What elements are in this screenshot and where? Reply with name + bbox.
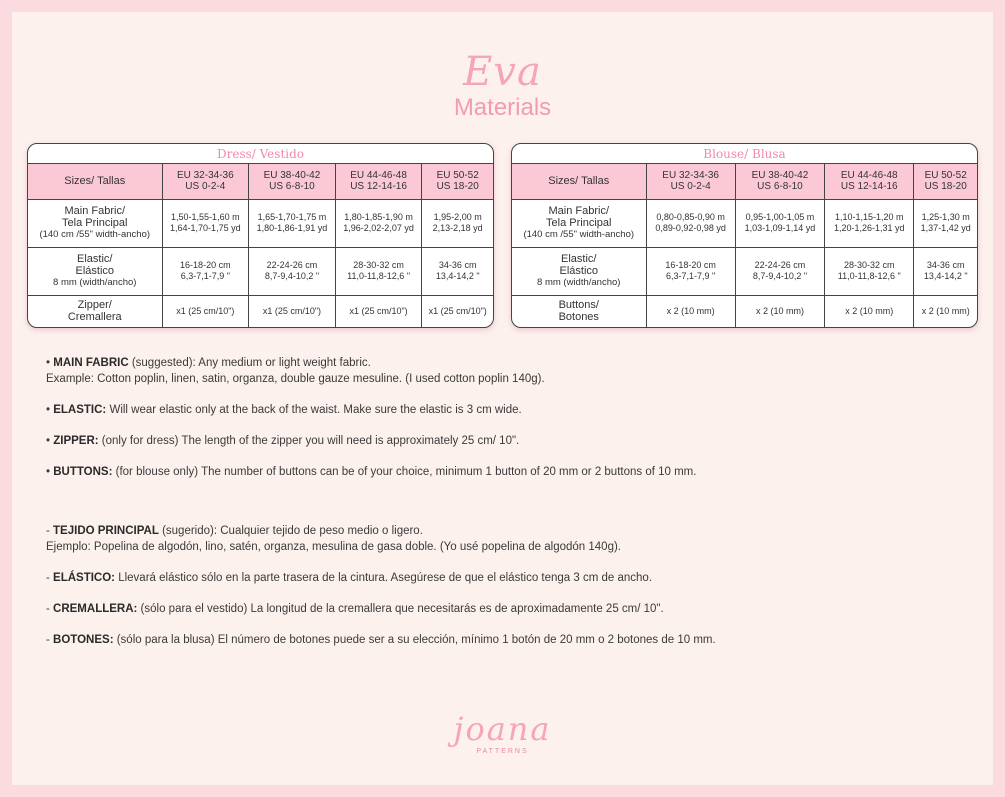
table-cell: 1,95-2,00 m 2,13-2,18 yd bbox=[422, 199, 493, 247]
note-cremallera: - CREMALLERA: (sólo para el vestido) La longitud de la cremallera que necesitarás es de aproximadamente 25 cm/ 10". bbox=[46, 603, 664, 615]
table-cell: 0,95-1,00-1,05 m 1,03-1,09-1,14 yd bbox=[735, 199, 824, 247]
notes-section bbox=[46, 355, 976, 663]
table-cell: x1 (25 cm/10") bbox=[249, 295, 336, 327]
size-cell: EU 32-34-36 US 0-2-4 bbox=[162, 164, 249, 199]
size-header-cell: Sizes/ Tallas bbox=[512, 164, 646, 199]
table-cell: 16-18-20 cm 6,3-7,1-7,9 " bbox=[646, 247, 735, 295]
table-cell: x 2 (10 mm) bbox=[921, 305, 970, 316]
note-tejido-principal: - TEJIDO PRINCIPAL (sugerido): Cualquier tejido de peso medio o ligero. Ejemplo: Popelina de algodón, lino, satén, organza, mesulina de gasa doble. (Yo usé popelina de algodón 140g). bbox=[46, 525, 621, 553]
size-cell: EU 32-34-36 US 0-2-4 bbox=[646, 164, 735, 199]
row-label: Buttons/ Botones bbox=[512, 295, 646, 327]
table-cell: x 2 (10 mm) bbox=[735, 295, 824, 327]
table-cell: x1 (25 cm/10") bbox=[335, 295, 422, 327]
logo-name: joana bbox=[453, 710, 552, 748]
row-label: Zipper/ Cremallera bbox=[28, 295, 162, 327]
blouse-table bbox=[511, 143, 978, 328]
brand-logo bbox=[12, 712, 993, 755]
table-cell: x1 (25 cm/10") bbox=[428, 305, 487, 316]
row-label: Elastic/ Elástico 8 mm (width/ancho) bbox=[28, 247, 162, 295]
page-title: Eva bbox=[463, 49, 542, 95]
table-header-row bbox=[28, 164, 493, 199]
note-zipper: • ZIPPER: (only for dress) The length of the zipper you will need is approximately 25 cm/ 10". bbox=[46, 435, 520, 447]
title-block bbox=[12, 50, 993, 122]
note-elastic: • ELASTIC: Will wear elastic only at the back of the waist. Make sure the elastic is 3 cm wide. bbox=[46, 404, 522, 416]
table-cell: 1,50-1,55-1,60 m 1,64-1,70-1,75 yd bbox=[162, 199, 249, 247]
table-cell: 1,10-1,15-1,20 m 1,20-1,26-1,31 yd bbox=[825, 199, 914, 247]
note-botones: - BOTONES: (sólo para la blusa) El número de botones puede ser a su elección, mínimo 1 botón de 20 mm o 2 botones de 10 mm. bbox=[46, 634, 716, 646]
note-main-fabric: • MAIN FABRIC (suggested): Any medium or light weight fabric. Example: Cotton poplin, linen, satin, organza, double gauze mesuline. (I used cotton poplin 140g). bbox=[46, 357, 545, 385]
table-cell: 28-30-32 cm 11,0-11,8-12,6 " bbox=[825, 247, 914, 295]
size-cell: EU 50-52 US 18-20 bbox=[914, 164, 977, 199]
page-subtitle: Materials bbox=[453, 94, 552, 121]
table-cell: x 2 (10 mm) bbox=[825, 295, 914, 327]
table-row bbox=[512, 199, 977, 247]
size-cell: EU 38-40-42 US 6-8-10 bbox=[249, 164, 336, 199]
note-elastico: - ELÁSTICO: Llevará elástico sólo en la parte trasera de la cintura. Asegúrese de que el elástico tenga 3 cm de ancho. bbox=[46, 572, 653, 584]
row-label: Main Fabric/ Tela Principal (140 cm /55" width-ancho) bbox=[28, 199, 162, 247]
logo-subtext: PATTERNS bbox=[476, 748, 529, 755]
table-cell: 34-36 cm 13,4-14,2 " bbox=[422, 247, 493, 295]
table-cell: 22-24-26 cm 8,7-9,4-10,2 " bbox=[735, 247, 824, 295]
table-cell: 28-30-32 cm 11,0-11,8-12,6 " bbox=[335, 247, 422, 295]
size-cell: EU 44-46-48 US 12-14-16 bbox=[335, 164, 422, 199]
table-cell: 34-36 cm 13,4-14,2 " bbox=[914, 247, 977, 295]
table-cell: 1,65-1,70-1,75 m 1,80-1,86-1,91 yd bbox=[249, 199, 336, 247]
row-label: Elastic/ Elástico 8 mm (width/ancho) bbox=[512, 247, 646, 295]
table-cell: 1,25-1,30 m 1,37-1,42 yd bbox=[914, 199, 977, 247]
blouse-table-heading: Blouse/ Blusa bbox=[512, 144, 977, 164]
table-cell: 16-18-20 cm 6,3-7,1-7,9 " bbox=[162, 247, 249, 295]
dress-table-heading: Dress/ Vestido bbox=[28, 144, 493, 164]
table-cell: x 2 (10 mm) bbox=[646, 295, 735, 327]
size-cell: EU 38-40-42 US 6-8-10 bbox=[735, 164, 824, 199]
dress-table bbox=[27, 143, 494, 328]
table-cell: 1,80-1,85-1,90 m 1,96-2,02-2,07 yd bbox=[335, 199, 422, 247]
table-row bbox=[512, 295, 977, 327]
row-label: Main Fabric/ Tela Principal (140 cm /55" width-ancho) bbox=[512, 199, 646, 247]
size-header-cell: Sizes/ Tallas bbox=[28, 164, 162, 199]
size-cell: EU 44-46-48 US 12-14-16 bbox=[825, 164, 914, 199]
table-row bbox=[28, 199, 493, 247]
table-row bbox=[512, 247, 977, 295]
table-cell: x1 (25 cm/10") bbox=[162, 295, 249, 327]
table-cell: 22-24-26 cm 8,7-9,4-10,2 " bbox=[249, 247, 336, 295]
size-cell: EU 50-52 US 18-20 bbox=[422, 164, 493, 199]
table-header-row bbox=[512, 164, 977, 199]
note-buttons: • BUTTONS: (for blouse only) The number of buttons can be of your choice, minimum 1 button of 20 mm or 2 buttons of 10 mm. bbox=[46, 466, 697, 478]
table-row bbox=[28, 295, 493, 327]
table-cell: 0,80-0,85-0,90 m 0,89-0,92-0,98 yd bbox=[646, 199, 735, 247]
table-row bbox=[28, 247, 493, 295]
page bbox=[12, 12, 993, 785]
